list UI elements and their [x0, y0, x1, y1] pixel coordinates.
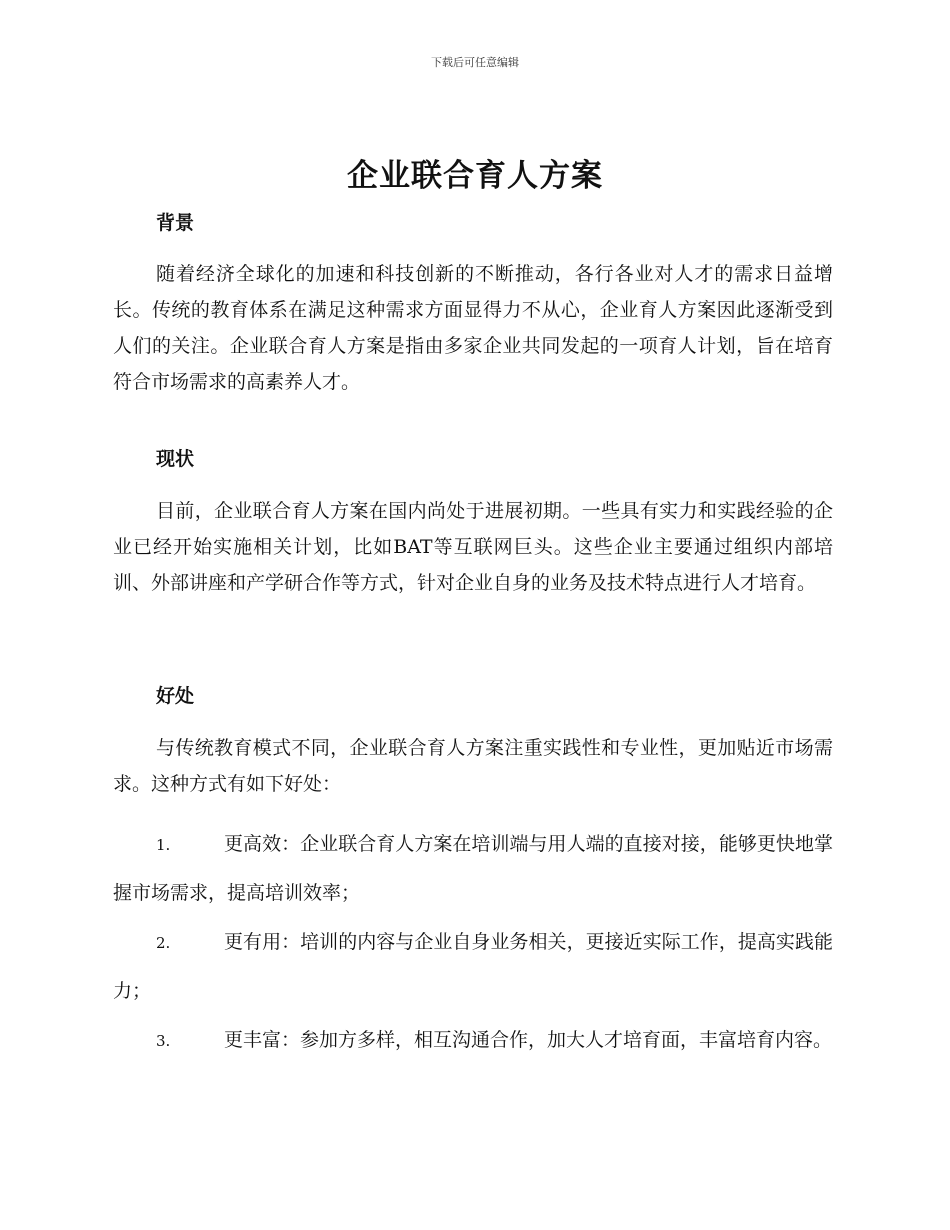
section-heading-benefits: 好处	[156, 685, 195, 707]
list-item	[113, 1016, 833, 1065]
list-item	[113, 918, 833, 1015]
paragraph-benefits: 与传统教育模式不同，企业联合育人方案注重实践性和专业性，更加贴近市场需求。这种方式有如下好处：	[113, 737, 833, 795]
list-item-text: 更丰富：参加方多样，相互沟通合作，加大人才培育面，丰富培育内容。	[224, 1029, 833, 1051]
list-item	[113, 820, 833, 917]
section-heading-status: 现状	[156, 448, 195, 470]
list-item-number: 1.	[156, 836, 171, 854]
document-title: 企业联合育人方案	[347, 158, 603, 194]
page-header: 下载后可任意编辑	[431, 56, 519, 69]
list-item-text: 更高效：企业联合育人方案在培训端与用人端的直接对接，能够更快地掌握市场需求，提高培训效率；	[113, 833, 833, 904]
paragraph-background: 随着经济全球化的加速和科技创新的不断推动，各行各业对人才的需求日益增长。传统的教育体系在满足这种需求方面显得力不从心，企业育人方案因此逐渐受到人们的关注。企业联合育人方案是指由多家企业共同发起的一项育人计划，旨在培育符合市场需求的高素养人才。	[113, 263, 833, 393]
list-item-number: 2.	[156, 934, 171, 952]
paragraph-status: 目前，企业联合育人方案在国内尚处于进展初期。一些具有实力和实践经验的企业已经开始实施相关计划，比如BAT等互联网巨头。这些企业主要通过组织内部培训、外部讲座和产学研合作等方式，针对企业自身的业务及技术特点进行人才培育。	[113, 500, 833, 594]
list-item-number: 3.	[156, 1032, 171, 1050]
section-heading-background: 背景	[156, 212, 195, 234]
list-item-text: 更有用：培训的内容与企业自身业务相关，更接近实际工作，提高实践能力；	[113, 931, 833, 1002]
